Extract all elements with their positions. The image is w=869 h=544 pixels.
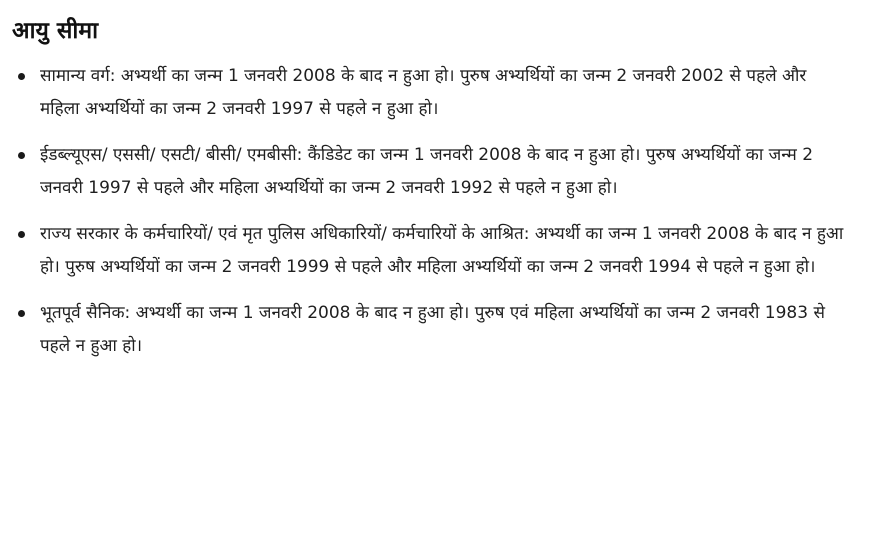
list-item-state-employees <box>12 218 849 284</box>
list-item-ex-servicemen <box>12 297 849 363</box>
list-item-text: सामान्य वर्ग: अभ्यर्थी का जन्म 1 जनवरी 2008 के बाद न हुआ हो। पुरुष अभ्यर्थियों का जन्म 2 जनवरी 2002 से पहले और महिला अभ्यर्थियों का जन्म 2 जनवरी 1997 से पहले न हुआ हो। <box>40 66 807 119</box>
section-heading: आयु सीमा <box>12 18 99 44</box>
bullet-icon <box>18 310 25 317</box>
list-item-text: भूतपूर्व सैनिक: अभ्यर्थी का जन्म 1 जनवरी 2008 के बाद न हुआ हो। पुरुष एवं महिला अभ्यर्थियों का जन्म 2 जनवरी 1983 से पहले न हुआ हो। <box>40 303 825 356</box>
list-item-general <box>12 60 849 126</box>
bullet-icon <box>18 73 25 80</box>
list-item-text: ईडब्ल्यूएस/ एससी/ एसटी/ बीसी/ एमबीसी: कैंडिडेट का जन्म 1 जनवरी 2008 के बाद न हुआ हो। पुरुष अभ्यर्थियों का जन्म 2 जनवरी 1997 से पहले और महिला अभ्यर्थियों का जन्म 2 जनवरी 1992 से पहले न हुआ हो। <box>40 145 814 198</box>
age-limit-list <box>12 60 849 363</box>
bullet-icon <box>18 152 25 159</box>
bullet-icon <box>18 231 25 238</box>
list-item-reserved <box>12 139 849 205</box>
list-item-text: राज्य सरकार के कर्मचारियों/ एवं मृत पुलिस अधिकारियों/ कर्मचारियों के आश्रित: अभ्यर्थी का जन्म 1 जनवरी 2008 के बाद न हुआ हो। पुरुष अभ्यर्थियों का जन्म 2 जनवरी 1999 से पहले और महिला अभ्यर्थियों का जन्म 2 जनवरी 1994 से पहले न हुआ हो। <box>40 224 844 277</box>
